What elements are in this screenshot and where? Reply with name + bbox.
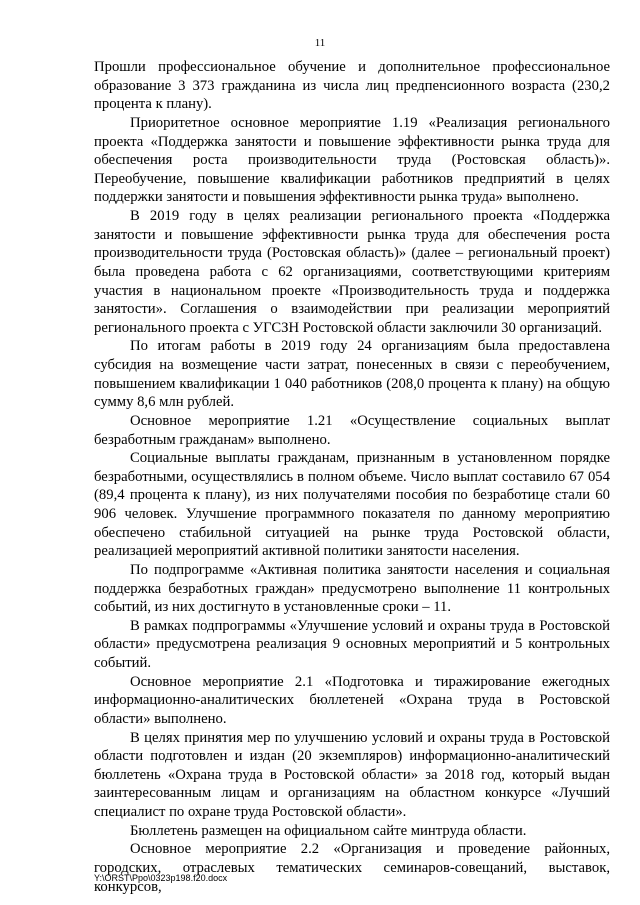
paragraph-5: Основное мероприятие 1.21 «Осуществление социальных выплат безработным гражданам» выполнено. xyxy=(94,412,610,448)
paragraph-9: Основное мероприятие 2.1 «Подготовка и тиражирование ежегодных информационно-аналитических бюллетеней «Охрана труда в Ростовской области» выполнено. xyxy=(94,673,610,727)
paragraph-6: Социальные выплаты гражданам, признанным в установленном порядке безработными, осуществлялись в полном объеме. Число выплат составило 67 054 (89,4 процента к плану), из них получателями пособия по безработице стали 60 906 человек. Улучшение программного показателя по данному мероприятию обеспечено стабильной ситуацией на рынке труда Ростовской области, реализацией мероприятий активной политики занятости населения. xyxy=(94,450,610,560)
document-body xyxy=(94,58,610,896)
footer-file-path: Y:\ORST\Ppo\0323p198.f20.docx xyxy=(94,873,228,883)
paragraph-12: Основное мероприятие 2.2 «Организация и проведение районных, городских, отраслевых тематических семинаров-совещаний, выставок, конкурсов, xyxy=(94,841,610,895)
paragraph-10: В целях принятия мер по улучшению условий и охраны труда в Ростовской области подготовлен и издан (20 экземпляров) информационно-аналитический бюллетень «Охрана труда в Ростовской области» за 2018 год, который выдан заинтересованным лицам и организациям на областном конкурсе «Лучший специалист по охране труда Ростовской области». xyxy=(94,729,610,820)
paragraph-11: Бюллетень размещен на официальном сайте минтруда области. xyxy=(130,822,527,839)
paragraph-4: По итогам работы в 2019 году 24 организациям была предоставлена субсидия на возмещение части затрат, понесенных в связи с переобучением, повышением квалификации 1 040 работников (208,0 процента к плану) на общую сумму 8,6 млн рублей. xyxy=(94,338,610,411)
paragraph-8: В рамках подпрограммы «Улучшение условий и охраны труда в Ростовской области» предусмотрена реализация 9 основных мероприятий и 5 контрольных событий. xyxy=(94,617,610,671)
paragraph-7: По подпрограмме «Активная политика занятости населения и социальная поддержка безработных граждан» предусмотрено выполнение 11 контрольных событий, из них достигнуто в установленные сроки – 11. xyxy=(94,561,610,616)
paragraph-2: Приоритетное основное мероприятие 1.19 «Реализация регионального проекта «Поддержка занятости и повышение эффективности рынка труда для обеспечения роста производительности труда (Ростовская область)». Переобучение, повышение квалификации работников предприятий в целях поддержки занятости и повышения эффективности рынка труда» выполнено. xyxy=(94,114,610,206)
page-number: 11 xyxy=(314,37,326,49)
paragraph-1: Прошли профессиональное обучение и дополнительное профессиональное образование 3 373 гражданина из числа лиц предпенсионного возраста (230,2 процента к плану). xyxy=(94,59,610,113)
paragraph-3: В 2019 году в целях реализации регионального проекта «Поддержка занятости и повышение эффективности рынка труда для обеспечения роста производительности труда (Ростовская область)» (далее – региональный проект) была проведена работа с 62 организациями, соответствующими критериям участия в национальном проекте «Производительность труда и поддержка занятости». Соглашения о взаимодействии при реализации мероприятий регионального проекта с УГСЗН Ростовской области заключили 30 организаций. xyxy=(94,208,610,336)
